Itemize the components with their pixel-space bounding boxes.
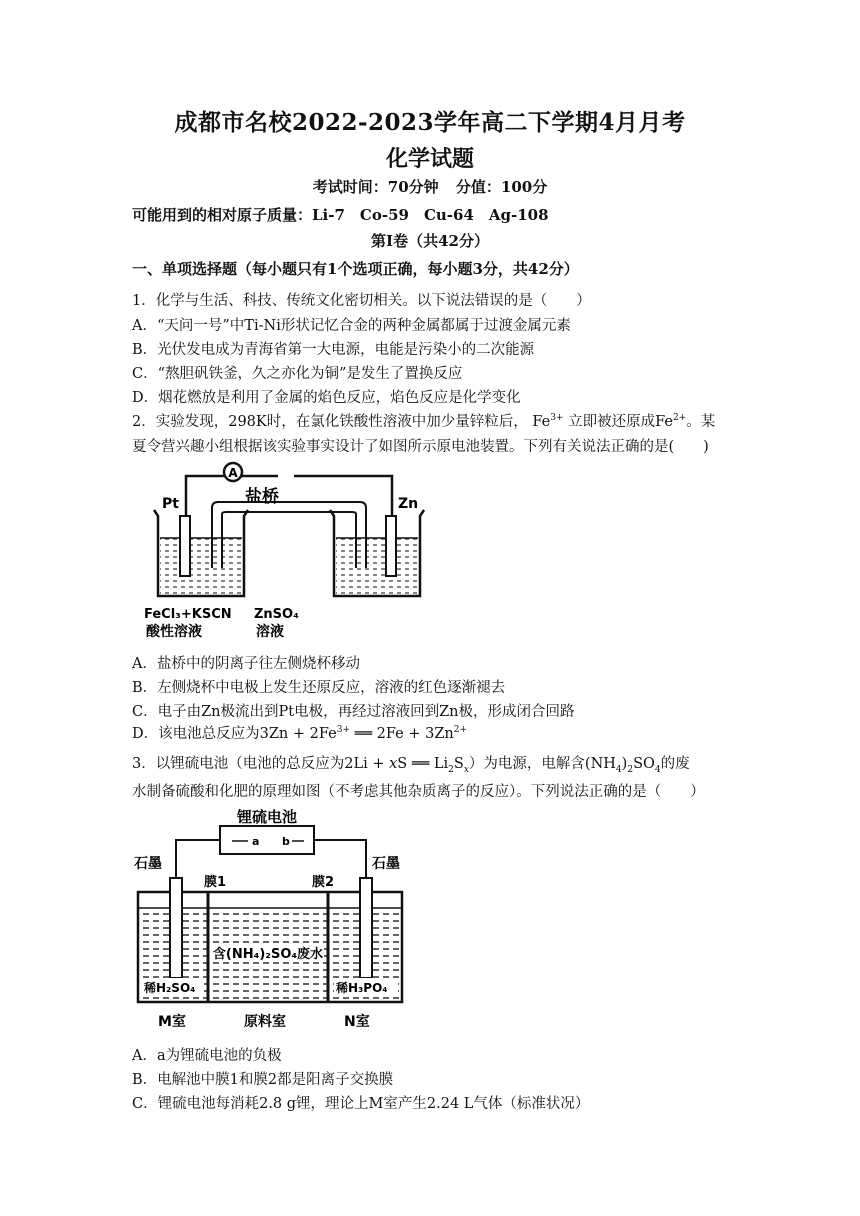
q3-stem-part2: ）为电源，电解含 [468, 756, 585, 772]
ammeter-label: A [228, 466, 238, 480]
room-raw-label: 原料室 [244, 1014, 286, 1030]
q2-stem-part2: 立即被还原成 [568, 414, 656, 430]
section-heading: 一、单项选择题（每小题只有1个选项正确，每小题3分，共42分） [132, 260, 579, 278]
q2-option-d [132, 722, 467, 743]
pt-electrode-label: Pt [162, 496, 179, 512]
membrane2-label: 膜2 [312, 875, 335, 890]
q2-total-reaction: $3Zn + 2Fe^{3+}$ ══ $2Fe + 3Zn^{2+}$ [259, 725, 468, 742]
left-solution-label: 稀H₂SO₄ [144, 981, 196, 995]
q2-option-a: A．盐桥中的阴离子往左侧烧杯移动 [132, 656, 360, 672]
q3-option-c: C．锂硫电池每消耗2.8 g锂，理论上M室产生2.24 L气体（标准状况） [132, 1096, 590, 1112]
battery-label: 锂硫电池 [236, 808, 298, 826]
terminal-b-label: b [282, 835, 290, 848]
salt-bridge-label: 盐桥 [245, 487, 279, 507]
q2-option-b: B．左侧烧杯中电极上发生还原反应，溶液的红色逐渐褪去 [132, 680, 506, 696]
middle-solution-label: 含(NH₄)₂SO₄废水 [212, 947, 324, 962]
battery-box [220, 826, 314, 854]
q2-stem-part3: 。某 [686, 414, 716, 430]
fe3-ion: $Fe^{3+}$ [532, 413, 564, 430]
exam-subtitle: 化学试题 [385, 146, 474, 172]
left-solution-formula: FeCl₃+KSCN [144, 607, 232, 622]
fe2-ion: $Fe^{2+}$ [655, 413, 687, 430]
q3-stem-part3: 的废 [660, 756, 690, 772]
right-graphite-label: 石墨 [372, 856, 400, 872]
left-solution-label: 酸性溶液 [146, 624, 202, 640]
q2-stem-part1: 2．实验发现，298K时，在氯化铁酸性溶液中加少量锌粒后， [132, 414, 528, 430]
exam-meta [0, 176, 860, 197]
right-solution-label: 稀H₃PO₄ [336, 981, 388, 995]
q2-option-d-prefix: D．该电池总反应为 [132, 726, 260, 742]
zn-electrode-label: Zn [398, 496, 419, 512]
q2-stem-line1 [132, 410, 715, 431]
q1-stem: 1．化学与生活、科技、传统文化密切相关。以下说法错误的是（ ） [132, 293, 591, 309]
membrane1-label: 膜1 [204, 875, 227, 890]
q3-stem-part1: 3．以锂硫电池（电池的总反应为 [132, 756, 345, 772]
q1-option-d: D．烟花燃放是利用了金属的焰色反应，焰色反应是化学变化 [132, 390, 521, 406]
q1-option-b: B．光伏发电成为青海省第一大电源，电能是污染小的二次能源 [132, 342, 535, 358]
right-solution-label: 溶液 [256, 624, 284, 640]
right-solution-formula: ZnSO₄ [254, 607, 299, 622]
li-s-reaction: 2Li + xS ══ $Li_2S_x$ [344, 756, 469, 775]
q1-option-c: C．“熬胆矾铁釜，久之亦化为铜”是发生了置换反应 [132, 366, 463, 382]
terminal-a-label: a [252, 835, 260, 848]
q3-option-a: A．a为锂硫电池的负极 [132, 1048, 282, 1064]
q3-stem-line2: 水制备硫酸和化肥的原理如图（不考虑其他杂质离子的反应）。下列说法正确的是（ ） [132, 784, 705, 800]
atomic-masses: 可能用到的相对原子质量：Li-7 Co-59 Cu-64 Ag-108 [132, 206, 549, 224]
exam-time: 考试时间：70分钟 [312, 178, 439, 196]
q3-stem-line1 [132, 752, 690, 775]
electrolysis-figure [132, 806, 408, 1032]
left-graphite-label: 石墨 [134, 856, 162, 872]
q3-option-b: B．电解池中膜1和膜2都是阳离子交换膜 [132, 1072, 394, 1088]
q1-option-a: A．“天问一号”中Ti-Ni形状记忆合金的两种金属都属于过渡金属元素 [132, 318, 571, 334]
q2-stem-line2: 夏令营兴趣小组根据该实验事实设计了如图所示原电池装置。下列有关说法正确的是( ) [132, 439, 709, 455]
room-n-label: N室 [344, 1014, 370, 1030]
exam-score: 分值：100分 [455, 178, 548, 196]
room-m-label: M室 [158, 1014, 186, 1030]
volume-heading: 第Ⅰ卷（共42分） [371, 232, 489, 250]
galvanic-cell-figure [140, 458, 440, 640]
q2-option-c: C．电子由Zn极流出到Pt电极，再经过溶液回到Zn极，形成闭合回路 [132, 704, 575, 720]
exam-title: 成都市名校2022-2023学年高二下学期4月月考 [174, 109, 686, 136]
ammonium-sulfate: $(NH_4)_2SO_4$ [584, 756, 661, 775]
